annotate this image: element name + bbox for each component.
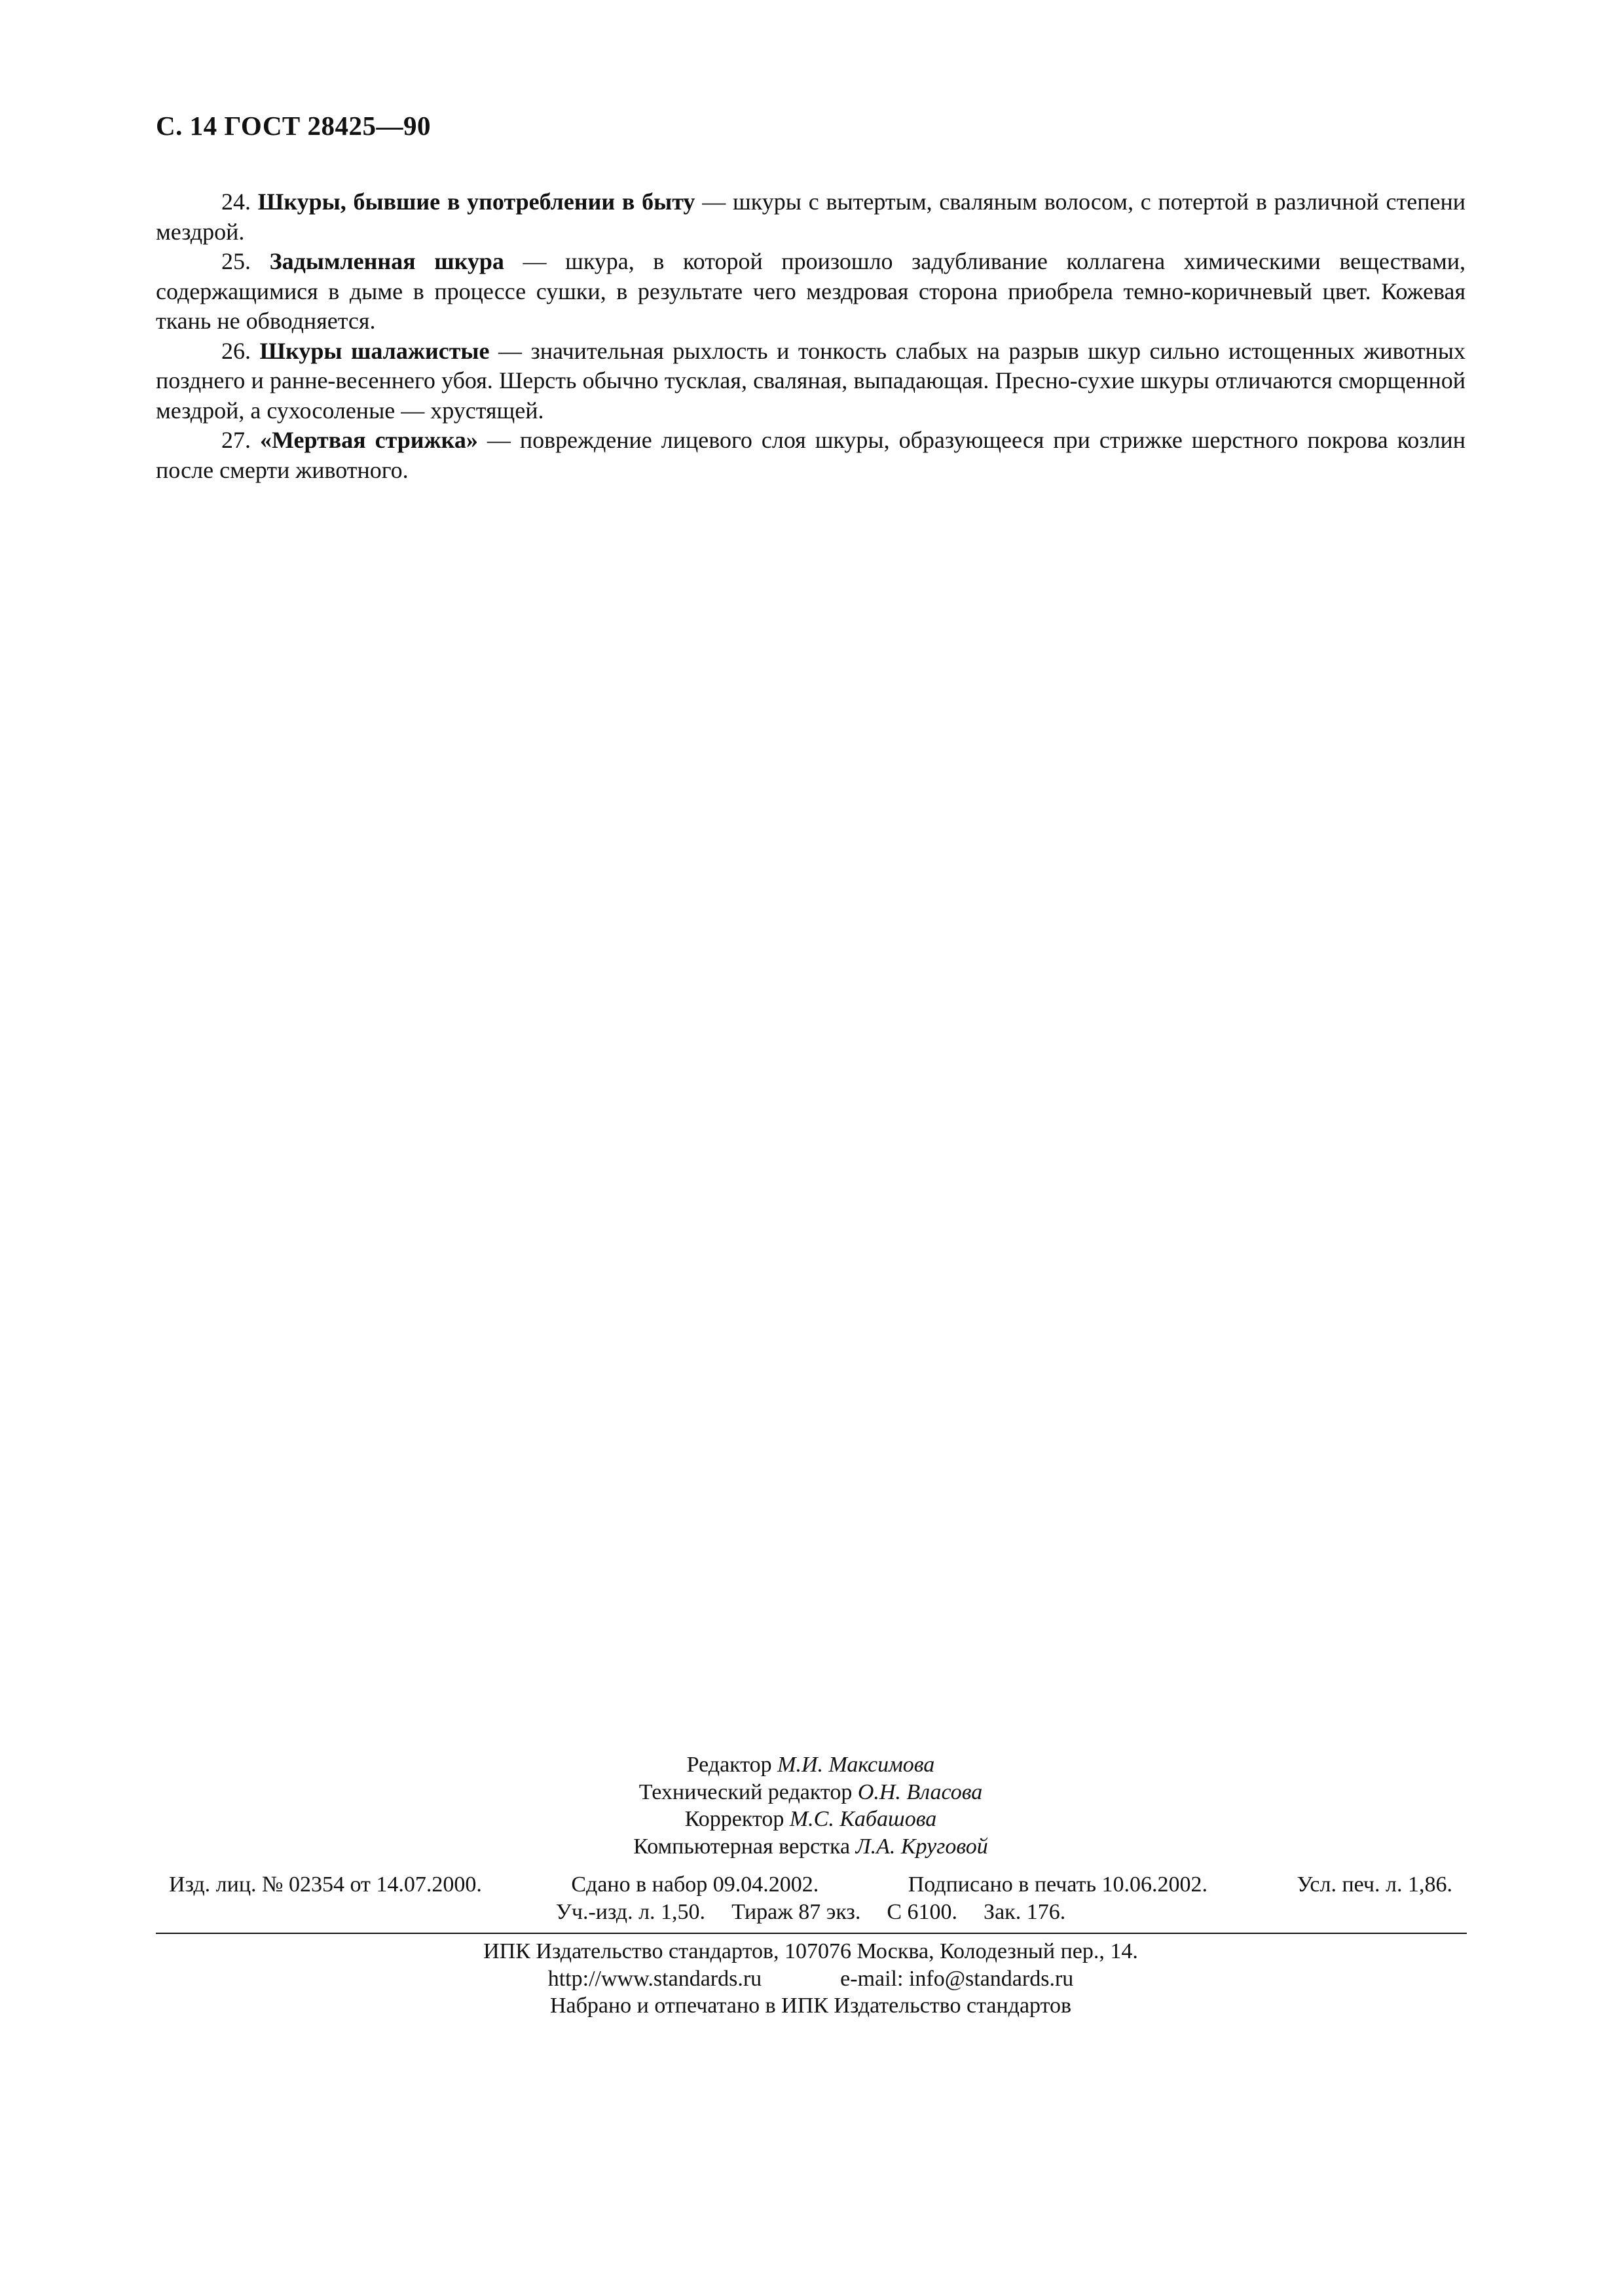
publisher-address: ИПК Издательство стандартов, 107076 Москва, Колодезный пер., 14. xyxy=(483,1939,1138,1963)
term-definition: — повреждение лицевого слоя шкуры, образующееся при стрижке шерстного покрова козлин после смерти животного. xyxy=(156,427,1466,483)
publisher-printed-by: Набрано и отпечатано в ИПК Издательство стандартов xyxy=(549,1994,1072,2018)
credits-block xyxy=(156,1751,1465,1860)
credit-name: Л.А. Круговой xyxy=(855,1834,988,1859)
signed-date: Подписано в печать 10.06.2002. xyxy=(908,1872,1207,1897)
publication-row-2 xyxy=(156,1899,1465,1926)
term-27 xyxy=(156,426,1465,485)
publisher-website: http://www.standards.ru xyxy=(547,1966,762,1991)
term-definition: — значительная рыхлость и тонкость слабых на разрыв шкур сильно истощенных животных позднего и ранне-весеннего убоя. Шерсть обычно тусклая, сваляная, выпадающая. Пресно-сухие шкуры отличаются сморщенной мездрой, а сухосоленые — хрустящей. xyxy=(156,337,1466,424)
term-title: «Мертвая стрижка» xyxy=(260,427,478,453)
credit-label: Технический редактор xyxy=(638,1779,853,1804)
term-number: 26. xyxy=(221,337,251,364)
credit-name: М.С. Кабашова xyxy=(789,1807,937,1831)
credit-layout xyxy=(156,1833,1465,1861)
credit-editor xyxy=(156,1751,1465,1779)
publisher-contacts xyxy=(156,1965,1465,1993)
page-header: С. 14 ГОСТ 28425—90 xyxy=(156,111,432,141)
pub-sheets: Уч.-изд. л. 1,50. xyxy=(555,1899,706,1924)
divider-line xyxy=(156,1933,1467,1934)
term-title: Шкуры шалажистые xyxy=(259,337,490,364)
credit-label: Корректор xyxy=(684,1807,784,1831)
term-26 xyxy=(156,337,1465,426)
credit-label: Редактор xyxy=(686,1753,772,1777)
credit-label: Компьютерная верстка xyxy=(633,1834,851,1859)
term-number: 24. xyxy=(221,189,251,215)
order-number: Зак. 176. xyxy=(984,1899,1066,1924)
term-24 xyxy=(156,187,1465,247)
credit-tech-editor xyxy=(156,1779,1465,1806)
terms-section xyxy=(156,187,1465,485)
print-sheets: Усл. печ. л. 1,86. xyxy=(1297,1872,1452,1897)
term-number: 27. xyxy=(221,427,251,453)
credit-name: О.Н. Власова xyxy=(857,1779,983,1804)
typeset-date: Сдано в набор 09.04.2002. xyxy=(571,1872,819,1897)
publication-row-1 xyxy=(156,1871,1465,1899)
credit-name: М.И. Максимова xyxy=(777,1753,935,1777)
print-code: С 6100. xyxy=(887,1899,958,1924)
circulation: Тираж 87 экз. xyxy=(731,1899,861,1924)
term-title: Задымленная шкура xyxy=(269,248,504,274)
publisher-email: e-mail: info@standards.ru xyxy=(840,1966,1074,1991)
term-number: 25. xyxy=(221,248,251,274)
license-info: Изд. лиц. № 02354 от 14.07.2000. xyxy=(169,1872,482,1897)
publication-info xyxy=(156,1871,1465,1925)
term-25 xyxy=(156,247,1465,337)
publisher-block xyxy=(156,1938,1465,2020)
term-definition: — шкура, в которой произошло задубливание коллагена химическими веществами, содержащимися в дыме в процессе сушки, в результате чего мездровая сторона приобрела темно-коричневый цвет. Кожевая ткань не обводняется. xyxy=(156,248,1466,334)
credit-corrector xyxy=(156,1806,1465,1833)
term-definition: — шкуры с вытертым, сваляным волосом, с потертой в различной степени мездрой. xyxy=(156,189,1465,245)
term-title: Шкуры, бывшие в употреблении в быту xyxy=(257,189,695,215)
